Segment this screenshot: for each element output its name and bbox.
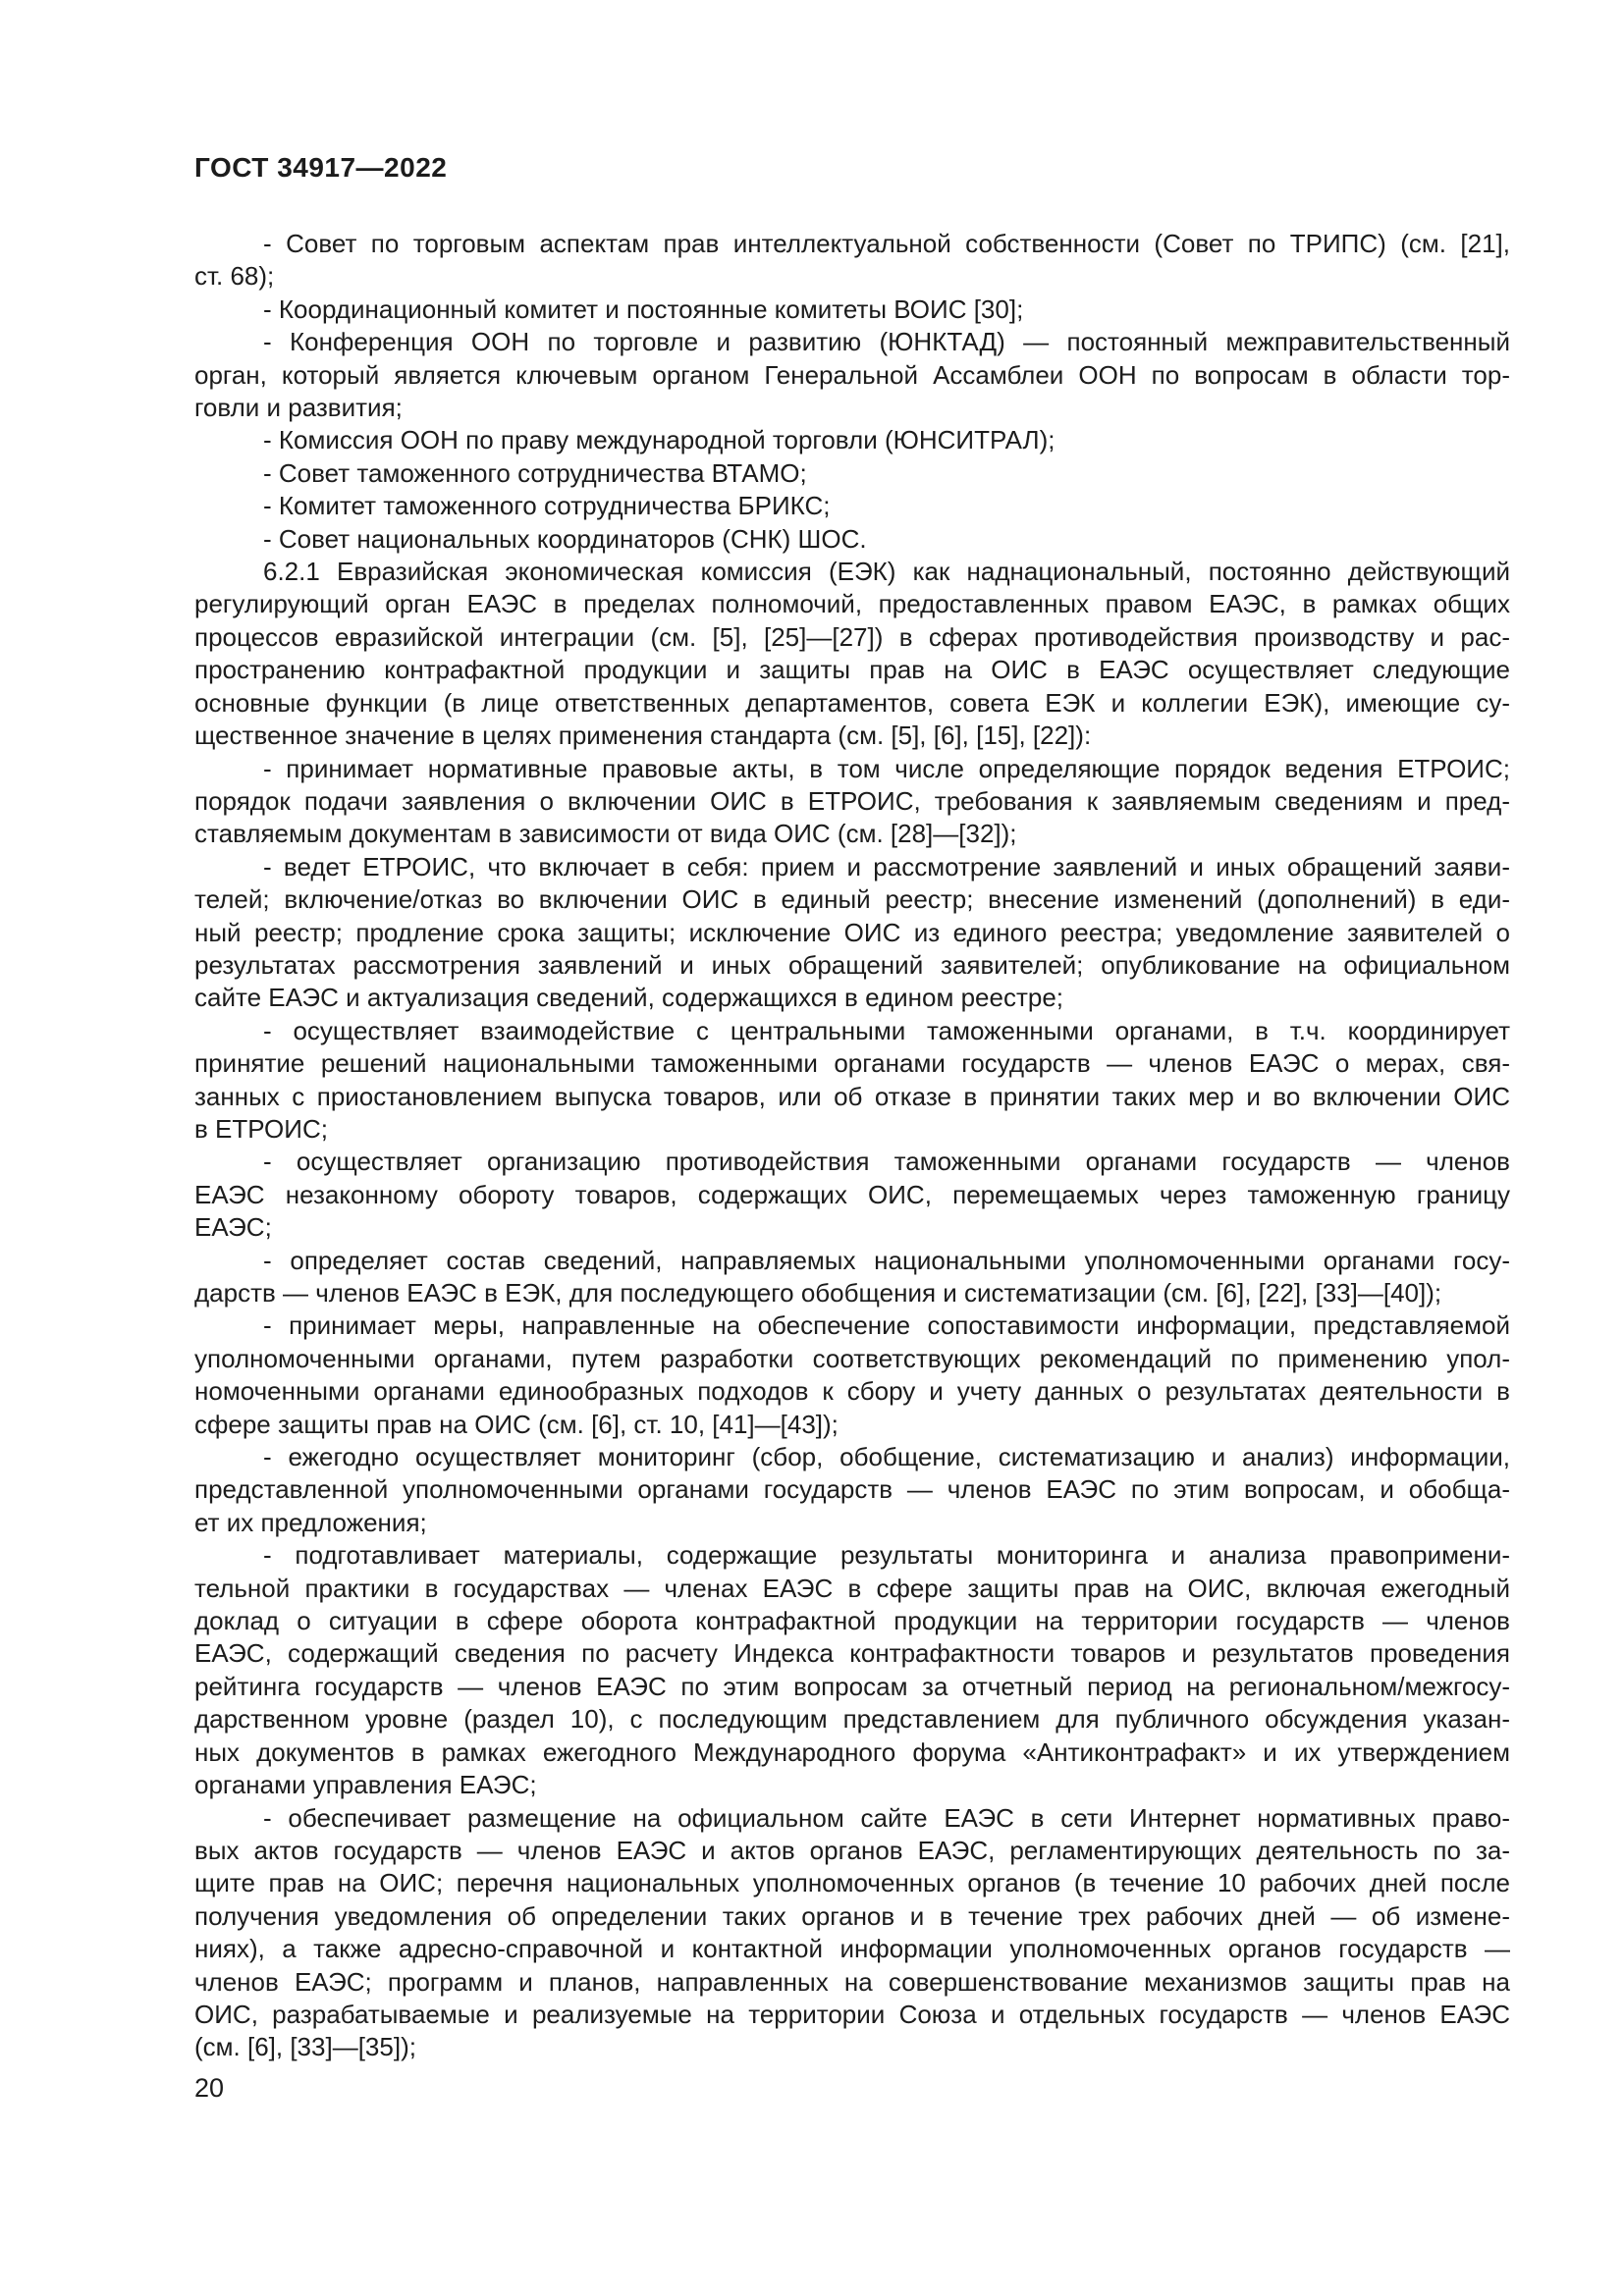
- paragraph: [194, 1245, 1510, 1310]
- paragraph: [194, 556, 1510, 752]
- text-line: - Координационный комитет и постоянные комитеты ВОИС [30];: [263, 294, 1024, 324]
- text-line: номоченными органами единообразных подходов к сбору и учету данных о результатах деятельности в: [194, 1376, 1510, 1407]
- text-line: ОИС, разрабатываемые и реализуемые на территории Союза и отдельных государств — членов ЕАЭС: [194, 1999, 1510, 2029]
- text-line: в ЕТРОИС;: [194, 1113, 328, 1144]
- text-line: щественное значение в целях применения стандарта (см. [5], [6], [15], [22]):: [194, 721, 1092, 751]
- paragraph: [194, 1539, 1510, 1801]
- text-line: - Комиссия ООН по праву международной торговли (ЮНСИТРАЛ);: [263, 425, 1056, 455]
- paragraph: [194, 523, 1510, 556]
- text-line: занных с приостановлением выпуска товаров, или об отказе в принятии таких мер и во включении ОИС: [194, 1081, 1510, 1111]
- paragraph: [194, 326, 1510, 424]
- text-line: уполномоченными органами, путем разработки соответствующих рекомендаций по применению упол-: [194, 1343, 1510, 1373]
- paragraph: [194, 228, 1510, 294]
- text-line: - Совет по торговым аспектам прав интеллектуальной собственности (Совет по ТРИПС) (см. [21],: [263, 229, 1510, 258]
- text-line: сайте ЕАЭС и актуализация сведений, содержащихся в едином реестре;: [194, 983, 1064, 1013]
- text-line: телей; включение/отказ во включении ОИС в единый реестр; внесение изменений (дополнений) в еди-: [194, 884, 1510, 915]
- text-line: доклад о ситуации в сфере оборота контрафактной продукции на территории государств — членов: [194, 1606, 1510, 1636]
- text-line: ный реестр; продление срока защиты; исключение ОИС из единого реестра; уведомление заявителей о: [194, 917, 1510, 947]
- text-line: принятие решений национальными таможенными органами государств — членов ЕАЭС о мерах, свя-: [194, 1048, 1510, 1079]
- text-line: ЕАЭС, содержащий сведения по расчету Индекса контрафактности товаров и результатов проведения: [194, 1638, 1510, 1669]
- standard-number-header: ГОСТ 34917—2022: [194, 152, 448, 183]
- text-line: рейтинга государств — членов ЕАЭС по этим вопросам за отчетный период на региональном/межгосу-: [194, 1671, 1510, 1701]
- text-line: результатах рассмотрения заявлений и иных обращений заявителей; опубликование на официальном: [194, 949, 1510, 980]
- text-line: ЕАЭС;: [194, 1212, 272, 1243]
- text-line: дарств — членов ЕАЭС в ЕЭК, для последующего обобщения и систематизации (см. [6], [22], [33]—[40]);: [194, 1278, 1442, 1308]
- text-line: 6.2.1 Евразийская экономическая комиссия (ЕЭК) как наднациональный, постоянно действующий: [263, 557, 1510, 587]
- text-line: основные функции (в лице ответственных департаментов, совета ЕЭК и коллегии ЕЭК), имеющие су-: [194, 687, 1510, 718]
- paragraph: [194, 753, 1510, 851]
- text-line: говли и развития;: [194, 393, 403, 423]
- text-line: - определяет состав сведений, направляемых национальными уполномоченными органами госу-: [263, 1245, 1510, 1275]
- paragraph: [194, 457, 1510, 490]
- paragraph: [194, 1146, 1510, 1244]
- paragraph: [194, 294, 1510, 326]
- paragraph: [194, 424, 1510, 456]
- text-line: ставляемым документам в зависимости от вида ОИС (см. [28]—[32]);: [194, 819, 1017, 849]
- text-line: ниях), а также адресно-справочной и контактной информации уполномоченных органов государств —: [194, 1934, 1510, 1964]
- text-line: ных документов в рамках ежегодного Международного форума «Антиконтрафакт» и их утверждением: [194, 1736, 1510, 1767]
- text-line: ет их предложения;: [194, 1507, 427, 1537]
- text-line: сфере защиты прав на ОИС (см. [6], ст. 10, [41]—[43]);: [194, 1409, 839, 1439]
- text-line: - Комитет таможенного сотрудничества БРИКС;: [263, 491, 831, 521]
- text-line: - принимает нормативные правовые акты, в том числе определяющие порядок ведения ЕТРОИС;: [263, 753, 1510, 783]
- text-line: - ежегодно осуществляет мониторинг (сбор, обобщение, систематизацию и анализ) информации,: [263, 1442, 1510, 1472]
- text-line: - ведет ЕТРОИС, что включает в себя: прием и рассмотрение заявлений и иных обращений заяви-: [263, 851, 1510, 881]
- text-line: регулирующий орган ЕАЭС в пределах полномочий, предоставленных правом ЕАЭС, в рамках общих: [194, 589, 1510, 619]
- text-line: тельной практики в государствах — членах ЕАЭС в сфере защиты прав на ОИС, включая ежегодный: [194, 1573, 1510, 1603]
- text-line: членов ЕАЭС; программ и планов, направленных на совершенствование механизмов защиты прав на: [194, 1966, 1510, 1997]
- paragraph: [194, 1309, 1510, 1441]
- text-line: - Совет таможенного сотрудничества ВТАМО;: [263, 457, 807, 488]
- text-line: - Совет национальных координаторов (СНК) ШОС.: [263, 523, 867, 554]
- paragraph: [194, 1015, 1510, 1147]
- text-line: щите прав на ОИС; перечня национальных уполномоченных органов (в течение 10 рабочих дней после: [194, 1868, 1510, 1898]
- text-line: дарственном уровне (раздел 10), с последующим представлением для публичного обсуждения указан-: [194, 1704, 1510, 1735]
- paragraph: [194, 490, 1510, 522]
- text-line: получения уведомления об определении таких органов и в течение трех рабочих дней — об измене-: [194, 1900, 1510, 1931]
- text-line: вых актов государств — членов ЕАЭС и актов органов ЕАЭС, регламентирующих деятельность по за-: [194, 1835, 1510, 1865]
- text-line: процессов евразийской интеграции (см. [5], [25]—[27]) в сферах противодействия производству и рас-: [194, 621, 1510, 652]
- text-line: - осуществляет взаимодействие с центральными таможенными органами, в т.ч. координирует: [263, 1015, 1510, 1045]
- text-line: представленной уполномоченными органами государств — членов ЕАЭС по этим вопросам, и обобща-: [194, 1474, 1510, 1505]
- paragraph: [194, 1802, 1510, 2064]
- text-line: - осуществляет организацию противодействия таможенными органами государств — членов: [263, 1147, 1510, 1177]
- text-line: органами управления ЕАЭС;: [194, 1770, 537, 1800]
- text-line: ЕАЭС незаконному обороту товаров, содержащих ОИС, перемещаемых через таможенную границу: [194, 1179, 1510, 1209]
- text-line: - принимает меры, направленные на обеспечение сопоставимости информации, представляемой: [263, 1310, 1510, 1341]
- paragraph: [194, 851, 1510, 1015]
- document-body: [194, 228, 1510, 2064]
- text-line: (см. [6], [33]—[35]);: [194, 2032, 416, 2062]
- text-line: пространению контрафактной продукции и защиты прав на ОИС в ЕАЭС осуществляет следующие: [194, 655, 1510, 685]
- text-line: орган, который является ключевым органом Генеральной Ассамблеи ООН по вопросам в области тор-: [194, 359, 1510, 390]
- text-line: - подготавливает материалы, содержащие результаты мониторинга и анализа правопримени-: [263, 1540, 1510, 1571]
- text-line: - обеспечивает размещение на официальном сайте ЕАЭС в сети Интернет нормативных право-: [263, 1802, 1510, 1833]
- text-line: порядок подачи заявления о включении ОИС в ЕТРОИС, требования к заявляемым сведениям и пред-: [194, 785, 1510, 816]
- page-number: 20: [194, 2073, 225, 2103]
- paragraph: [194, 1441, 1510, 1539]
- text-line: - Конференция ООН по торговле и развитию (ЮНКТАД) — постоянный межправительственный: [263, 327, 1510, 357]
- text-line: ст. 68);: [194, 261, 275, 292]
